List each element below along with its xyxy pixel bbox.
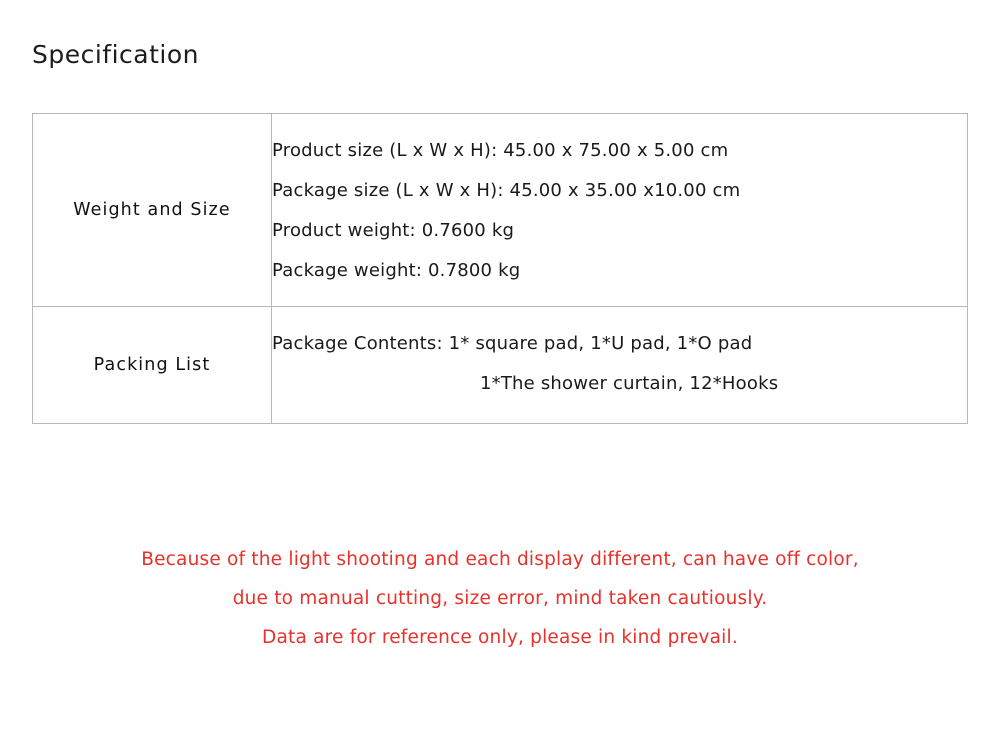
disclaimer-notes [0, 540, 1000, 657]
table-row [33, 114, 968, 307]
note-line: due to manual cutting, size error, mind taken cautiously. [232, 588, 768, 609]
row-values-weight-and-size [272, 114, 968, 307]
note-line: Data are for reference only, please in kind prevail. [262, 627, 738, 648]
specification-table [32, 113, 968, 424]
spec-line: 1*The shower curtain, 12*Hooks [480, 373, 779, 394]
spec-line: Product weight: 0.7600 kg [272, 220, 515, 241]
note-line: Because of the light shooting and each display different, can have off color, [141, 549, 859, 570]
row-label-packing-list: Packing List [33, 307, 272, 424]
table-row [33, 307, 968, 424]
row-values-packing-list [272, 307, 968, 424]
page-title: Specification [32, 40, 200, 69]
spec-line: Product size (L x W x H): 45.00 x 75.00 x 5.00 cm [272, 140, 729, 161]
spec-line: Package Contents: 1* square pad, 1*U pad, 1*O pad [272, 333, 753, 354]
spec-line: Package weight: 0.7800 kg [272, 260, 521, 281]
row-label-weight-and-size: Weight and Size [33, 114, 272, 307]
spec-line: Package size (L x W x H): 45.00 x 35.00 x10.00 cm [272, 180, 741, 201]
